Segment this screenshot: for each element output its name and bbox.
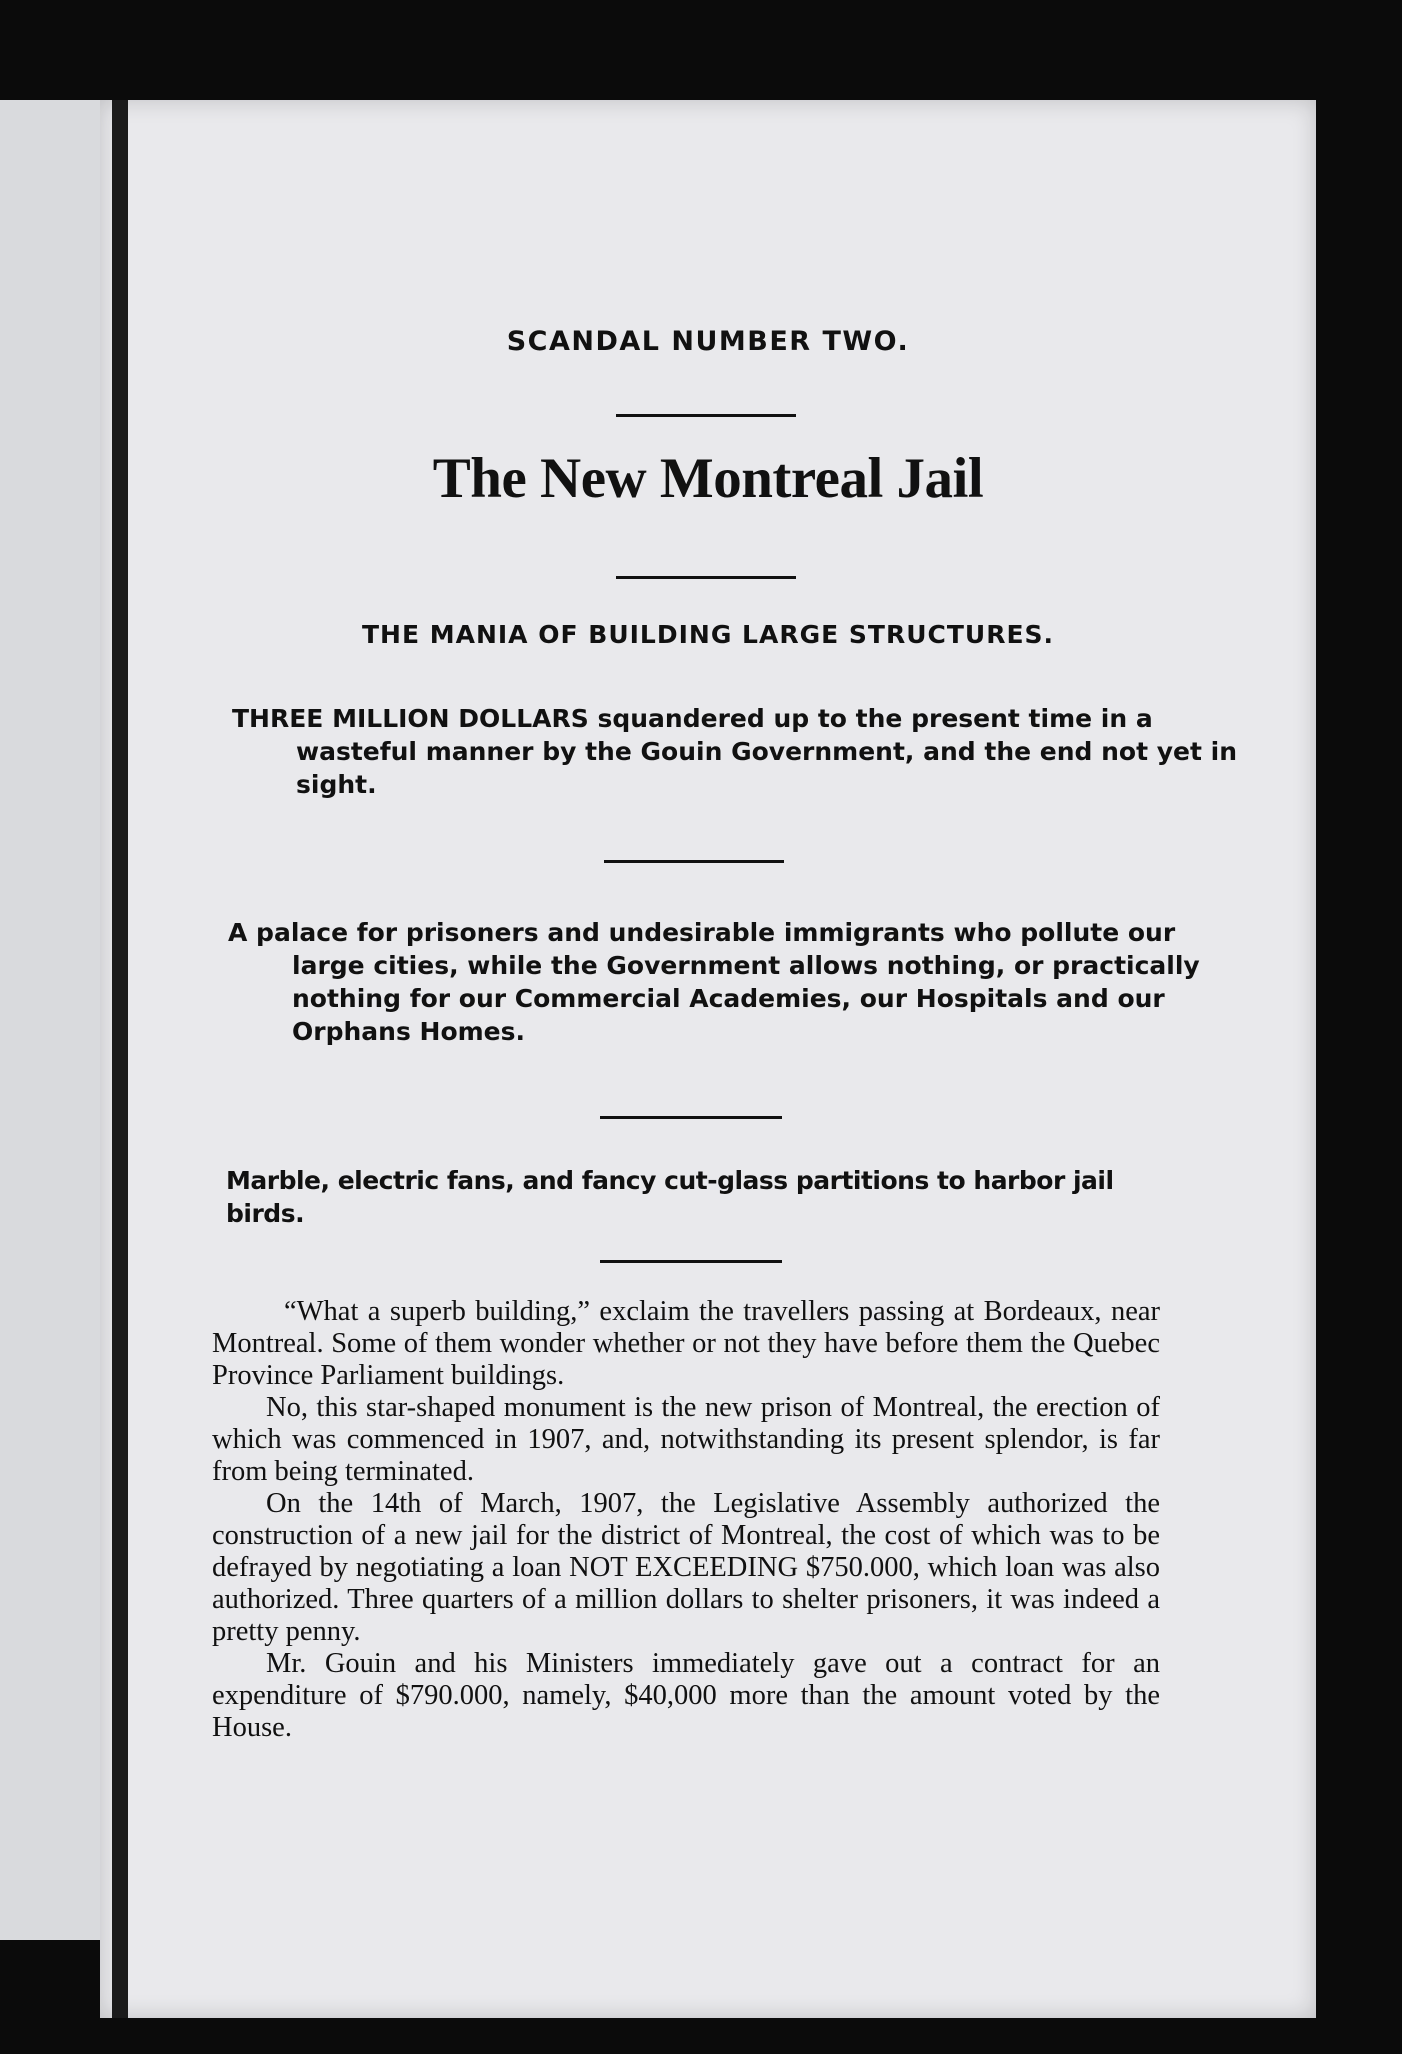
lead-paragraph-palace: A palace for prisoners and undesirable immigrants who pollute our large cities, while the Government allows nothing, or practically nothing for our Commercial Academies, our Hospitals and our Orphans Homes. [228,918,1200,1046]
page-binding-shadow [112,100,128,2018]
lead-paragraph-three-million: THREE MILLION DOLLARS squandered up to the present time in a wasteful manner by the Gouin Government, and the end not yet in sight. [232,704,1238,799]
divider-rule [600,1260,782,1263]
divider-rule [600,1116,782,1119]
body-text [212,1296,1160,1744]
facing-page-edge [0,100,100,1940]
divider-rule [604,860,784,863]
body-paragraph: “What a superb building,” exclaim the travellers passing at Bordeaux, near Montreal. Some of them wonder whether or not they have before them the Quebec Province Parliament buildings. [212,1296,1160,1391]
body-paragraph: Mr. Gouin and his Ministers immediately gave out a contract for an expenditure of $790.000, namely, $40,000 more than the amount voted by the House. [212,1648,1160,1743]
scandal-number-heading: SCANDAL NUMBER TWO. [506,326,910,357]
divider-rule [616,414,796,417]
lead-paragraph-marble: Marble, electric fans, and fancy cut-glass partitions to harbor jail birds. [226,1166,1114,1228]
section-subtitle: THE MANIA OF BUILDING LARGE STRUCTURES. [361,620,1055,649]
body-paragraph: On the 14th of March, 1907, the Legislative Assembly authorized the construction of a new jail for the district of Montreal, the cost of which was to be defrayed by negotiating a loan NOT EXCEEDING $750.000, which loan was also authorized. Three quarters of a million dollars to shelter prisoners, it was indeed a pretty penny. [212,1488,1160,1647]
document-page [100,100,1316,2018]
page-title: The New Montreal Jail [432,447,984,510]
body-paragraph: No, this star-shaped monument is the new prison of Montreal, the erection of which was commenced in 1907, and, notwithstanding its present splendor, is far from being terminated. [212,1392,1160,1487]
divider-rule [616,576,796,579]
